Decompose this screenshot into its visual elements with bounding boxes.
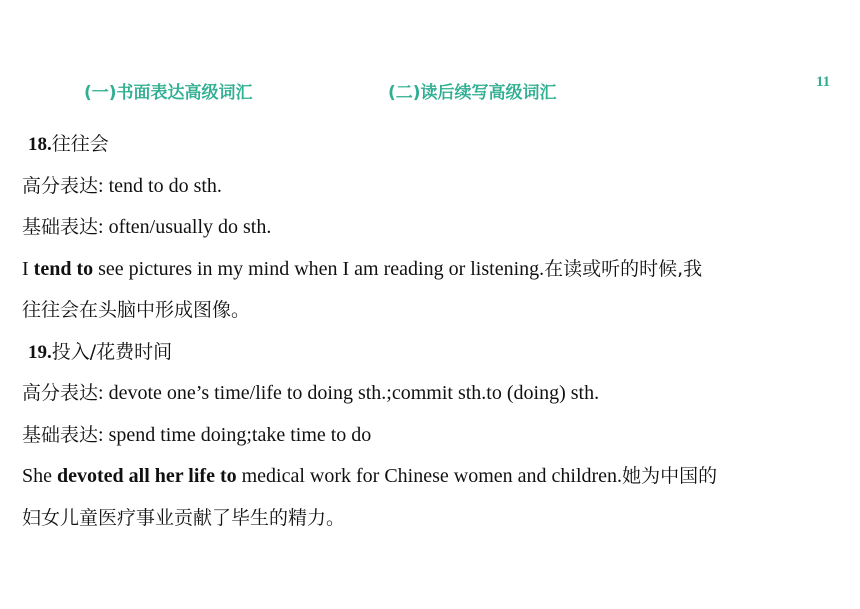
advanced-label: 高分表达	[22, 382, 99, 404]
vocabulary-content	[22, 124, 842, 539]
advanced-label: 高分表达	[22, 174, 99, 197]
item-title: 投入/花费时间	[51, 340, 173, 363]
item-19-basic	[22, 415, 842, 457]
basic-expression: : often/usually do sth.	[98, 216, 272, 238]
item-number: 18.	[28, 134, 52, 155]
example-text: see pictures in my mind when I am reading or listening.	[93, 257, 545, 280]
advanced-expression: : devote one’s time/life to doing sth.;commit sth.to (doing) sth.	[98, 382, 600, 404]
item-19-example	[22, 456, 842, 498]
item-19-advanced	[22, 373, 842, 415]
example-text: medical work for Chinese women and children.	[236, 465, 623, 487]
advanced-expression: : tend to do sth.	[98, 174, 222, 197]
example-translation: 在读或听的时候,我	[544, 257, 703, 280]
item-18-heading	[22, 124, 842, 166]
item-18-basic	[22, 207, 842, 249]
basic-expression: : spend time doing;take time to do	[98, 423, 372, 446]
example-translation: 妇女儿童医疗事业贡献了毕生的精力。	[22, 506, 346, 529]
example-translation: 往往会在头脑中形成图像。	[22, 299, 251, 321]
page-number: 11	[816, 74, 831, 90]
example-keyphrase: devoted all her life to	[57, 465, 237, 487]
basic-label: 基础表达	[22, 216, 99, 238]
example-translation: 她为中国的	[622, 465, 718, 487]
example-keyphrase: tend to	[33, 257, 94, 280]
basic-label: 基础表达	[22, 423, 99, 446]
item-18-advanced	[22, 166, 842, 208]
item-18-example-cont	[22, 290, 842, 332]
item-title: 往往会	[51, 133, 109, 155]
example-text: She	[22, 465, 57, 487]
item-19-heading	[22, 332, 842, 374]
tab-continuation-writing-vocabulary[interactable]: (二)读后续写高级词汇	[388, 83, 557, 103]
item-number: 19.	[28, 341, 52, 363]
example-text: I	[22, 257, 34, 280]
item-19-example-cont	[22, 498, 842, 540]
tab-writing-vocabulary[interactable]: (一)书面表达高级词汇	[84, 83, 253, 103]
item-18-example	[22, 249, 842, 291]
